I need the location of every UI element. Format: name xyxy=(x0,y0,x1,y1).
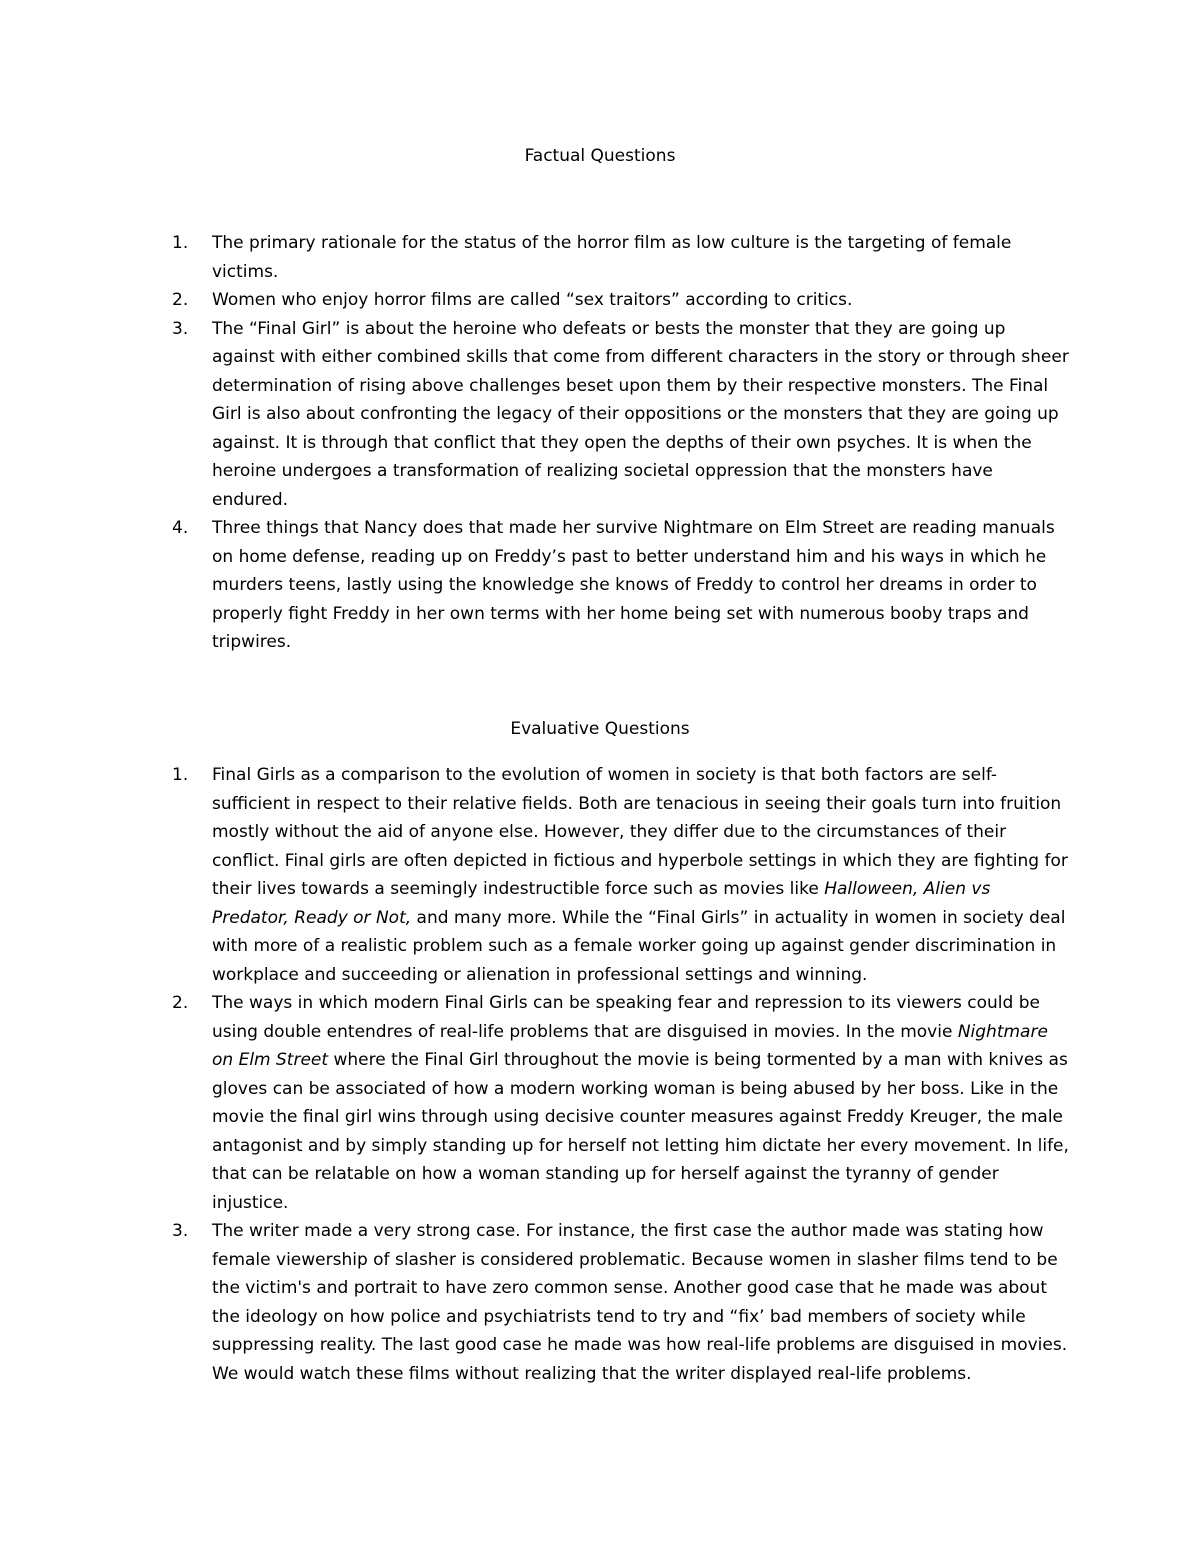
factual-questions-list xyxy=(172,229,1072,657)
factual-questions-title: Factual Questions xyxy=(524,146,676,166)
item-text: Three things that Nancy does that made her survive Nightmare on Elm Street are reading manuals on home defense, reading up on Freddy’s past to better understand him and his ways in which he murders teens, lastly using the knowledge she knows of Freddy to control her dreams in order to properly fight Freddy in her own terms with her home being set with numerous booby traps and tripwires. xyxy=(212,518,1055,652)
item-text-end: where the Final Girl throughout the movie is being tormented by a man with knives as gloves can be associated of how a modern working woman is being abused by her boss. Like in the movie the final girl wins through using decisive counter measures against Freddy Kreuger, the male antagonist and by simply standing up for herself not letting him dictate her every movement. In life, that can be relatable on how a woman standing up for herself against the tyranny of gender injustice. xyxy=(212,1050,1069,1213)
list-item xyxy=(172,229,1072,286)
film-titles: Halloween, Alien vs Predator, Ready or Not, xyxy=(212,879,991,928)
item-text: The writer made a very strong case. For instance, the first case the author made was stating how female viewership of slasher is considered problematic. Because women in slasher films tend to be the victim's and portrait to have zero common sense. Another good case that he made was about the ideology on how police and psychiatrists tend to try and “fix’ bad members of society while suppressing reality. The last good case he made was how real-life problems are disguised in movies. We would watch these films without realizing that the writer displayed real-life problems. xyxy=(212,1221,1068,1384)
item-number: 2. xyxy=(172,993,189,1013)
list-item xyxy=(172,315,1072,515)
item-text: The primary rationale for the status of the horror film as low culture is the targeting of female victims. xyxy=(212,233,1012,282)
item-number: 3. xyxy=(172,1221,189,1241)
evaluative-questions-list xyxy=(172,761,1072,1388)
film-title: Nightmare on Elm Street xyxy=(212,1021,1048,1070)
item-number: 2. xyxy=(172,290,189,310)
list-item xyxy=(172,286,1072,315)
item-text-start: Final Girls as a comparison to the evolution of women in society is that both factors are self-sufficient in respect to their relative fields. Both are tenacious in seeing their goals turn into fruition mostly without the aid of anyone else. However, they differ due to the circumstances of their conflict. Final girls are often depicted in fictious and hyperbole settings in which they are fighting for their lives towards a seemingly indestructible force such as movies like xyxy=(212,765,1068,899)
list-item xyxy=(172,989,1072,1217)
item-text-start: The ways in which modern Final Girls can be speaking fear and repression to its viewers could be using double entendres of real-life problems that are disguised in movies. In the movie xyxy=(212,993,1040,1042)
item-number: 4. xyxy=(172,518,189,538)
list-item xyxy=(172,514,1072,657)
item-number: 3. xyxy=(172,318,189,339)
item-text: Women who enjoy horror films are called “sex traitors” according to critics. xyxy=(212,290,853,310)
item-text xyxy=(212,761,1072,989)
item-text xyxy=(212,989,1072,1217)
list-item xyxy=(172,761,1072,989)
list-item xyxy=(172,1217,1072,1388)
item-number: 1. xyxy=(172,765,189,785)
evaluative-questions-title: Evaluative Questions xyxy=(510,719,690,739)
item-number: 1. xyxy=(172,233,189,253)
item-text: The “Final Girl” is about the heroine who defeats or bests the monster that they are going up against with either combined skills that come from different characters in the story or through sheer determination of rising above challenges beset upon them by their respective monsters. The Final Girl is also about confronting the legacy of their oppositions or the monsters that they are going up against. It is through that conflict that they open the depths of their own psyches. It is when the heroine undergoes a transformation of realizing societal oppression that the monsters have endured. xyxy=(212,318,1069,510)
item-text-end: and many more. While the “Final Girls” in actuality in women in society deal with more of a realistic problem such as a female worker going up against gender discrimination in workplace and succeeding or alienation in professional settings and winning. xyxy=(212,907,1066,985)
